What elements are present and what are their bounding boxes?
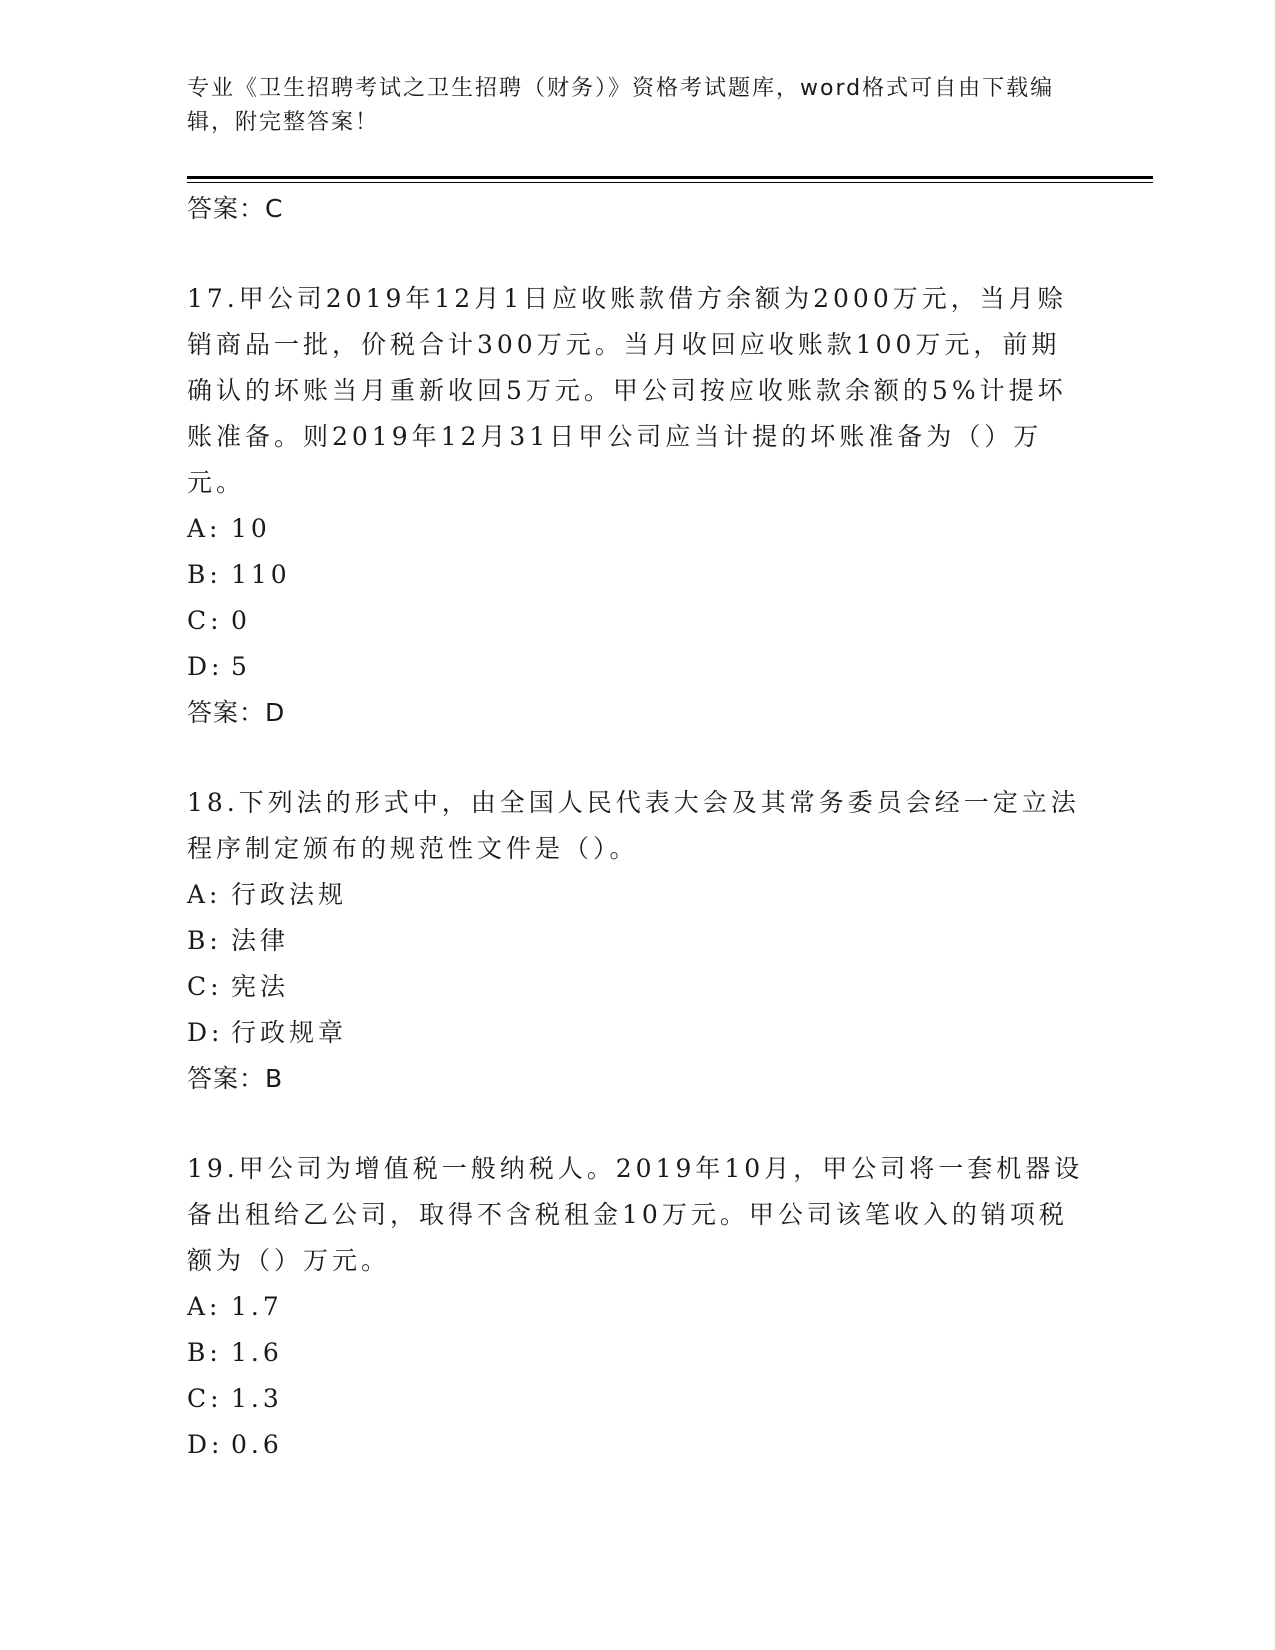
answer-17: 答案：D bbox=[187, 698, 286, 727]
option-text: 0 bbox=[231, 606, 251, 635]
question-list bbox=[187, 186, 1087, 1468]
option-text: 1.6 bbox=[231, 1338, 283, 1367]
option-letter: C: bbox=[187, 1384, 223, 1413]
question-stem-18: 18.下列法的形式中，由全国人民代表大会及其常务委员会经一定立法程序制定颁布的规范性文件是（）。 bbox=[187, 788, 1080, 863]
option-letter: B: bbox=[187, 560, 222, 589]
option-17-b bbox=[187, 552, 1087, 598]
option-18-b bbox=[187, 918, 1087, 964]
header-rule-thick bbox=[187, 176, 1153, 179]
option-19-c bbox=[187, 1376, 1087, 1422]
option-text: 1.7 bbox=[231, 1292, 283, 1321]
option-17-c bbox=[187, 598, 1087, 644]
option-letter: C: bbox=[187, 606, 223, 635]
option-17-a bbox=[187, 506, 1087, 552]
option-letter: A: bbox=[187, 880, 222, 909]
option-19-b bbox=[187, 1330, 1087, 1376]
option-text: 1.3 bbox=[231, 1384, 283, 1413]
option-19-a bbox=[187, 1284, 1087, 1330]
answer-18: 答案：B bbox=[187, 1064, 284, 1093]
document-header: 专业《卫生招聘考试之卫生招聘（财务）》资格考试题库，word格式可自由下载编辑，附完整答案！ bbox=[187, 76, 1055, 135]
option-text: 法律 bbox=[231, 926, 290, 955]
option-letter: B: bbox=[187, 1338, 222, 1367]
option-letter: B: bbox=[187, 926, 222, 955]
previous-answer: 答案：C bbox=[187, 194, 284, 223]
option-letter: D: bbox=[187, 652, 224, 681]
option-letter: D: bbox=[187, 1018, 224, 1047]
option-text: 5 bbox=[231, 652, 251, 681]
option-18-c bbox=[187, 964, 1087, 1010]
option-text: 10 bbox=[231, 514, 271, 543]
question-stem-19: 19.甲公司为增值税一般纳税人。2019年10月，甲公司将一套机器设备出租给乙公司，取得不含税租金10万元。甲公司该笔收入的销项税额为（）万元。 bbox=[187, 1154, 1084, 1275]
option-letter: D: bbox=[187, 1430, 224, 1459]
option-text: 0.6 bbox=[231, 1430, 283, 1459]
question-stem-17: 17.甲公司2019年12月1日应收账款借方余额为2000万元，当月赊销商品一批，价税合计300万元。当月收回应收账款100万元，前期确认的坏账当月重新收回5万元。甲公司按应收账款余额的5%计提坏账准备。则2019年12月31日甲公司应当计提的坏账准备为（）万元。 bbox=[187, 284, 1067, 497]
option-text: 110 bbox=[231, 560, 291, 589]
option-text: 行政法规 bbox=[231, 880, 348, 909]
option-18-a bbox=[187, 872, 1087, 918]
option-letter: A: bbox=[187, 514, 222, 543]
option-17-d bbox=[187, 644, 1087, 690]
option-19-d bbox=[187, 1422, 1087, 1468]
option-text: 行政规章 bbox=[231, 1018, 348, 1047]
header-rule-thin bbox=[187, 182, 1153, 183]
option-letter: C: bbox=[187, 972, 223, 1001]
option-18-d bbox=[187, 1010, 1087, 1056]
option-letter: A: bbox=[187, 1292, 222, 1321]
option-text: 宪法 bbox=[231, 972, 290, 1001]
